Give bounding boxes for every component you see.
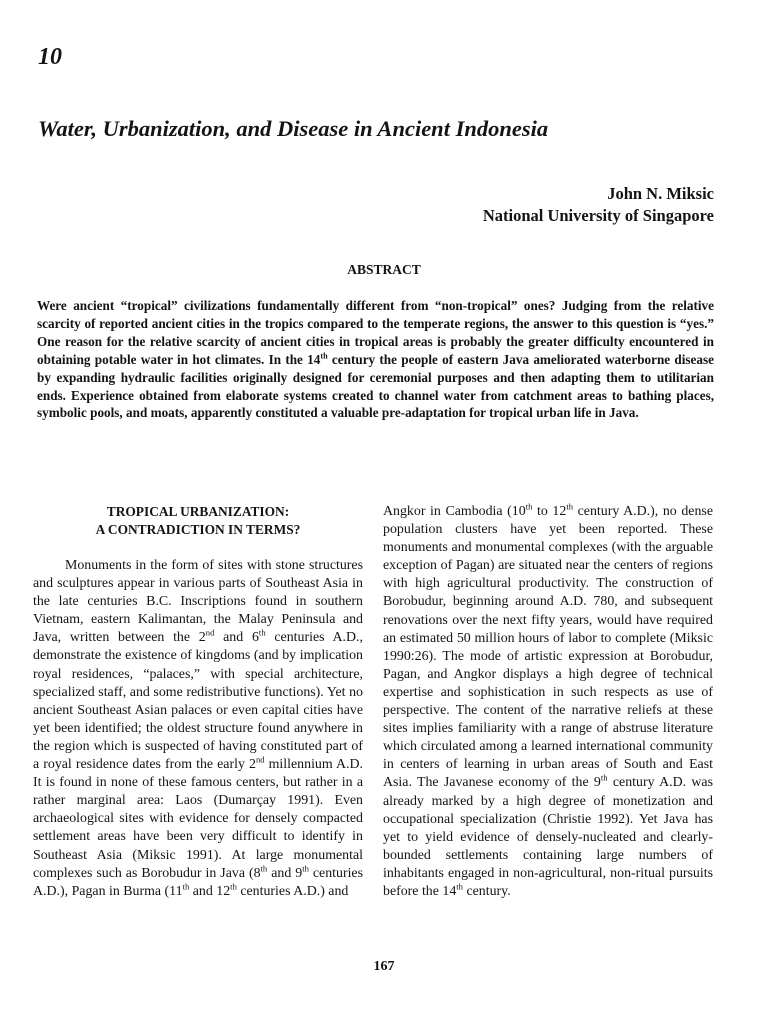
abstract-text-part: Were ancient “tropical” civilizations fundamentally different from “non-tropical” ones? Judging from the relative scarcity of reported ancient cities in the tropics compared to the temperate regions, the answer to this question is “yes.” One reason for the relative scarcity of ancient cities in tropical areas is probably the greater difficulty encountered in obtaining potable water in hot climates. In the 14 [37, 298, 714, 367]
chapter-number: 10 [38, 44, 62, 70]
text-run: millennium A.D. It is found in none of these famous centers, but rather in a rather marginal area: Laos (Dumarçay 1991). Even archaeological sites with evidence for densely compacted settlement areas have been very difficult to identify in Southeast Asia (Miksic 1991). At large monumental complexes such as Borobudur in Java (8 [33, 757, 363, 881]
superscript: th [456, 881, 463, 892]
author-name: John N. Miksic [607, 184, 714, 203]
text-run: to 12 [532, 504, 567, 519]
abstract-body [37, 297, 714, 422]
abstract-text-part: century the people of eastern Java ameliorated waterborne disease by expanding hydraulic facilities originally designed for ceremonial purposes and then adapting them to utilitarian ends. Experience obtained from elaborate systems created to channel water from catchment areas to bathing places, symbolic pools, and moats, apparently constituted a valuable pre-adaptation for tropical urban life in Java. [37, 351, 714, 421]
superscript: th [230, 881, 237, 892]
body-paragraph-continued [383, 503, 713, 901]
author-block [483, 183, 714, 227]
text-run: centuries A.D.) and [236, 883, 349, 899]
body-paragraph [33, 557, 363, 901]
superscript: nd [255, 754, 265, 765]
text-run: century. [462, 883, 511, 899]
superscript: th [600, 772, 608, 783]
section-heading-line: TROPICAL URBANIZATION: [106, 504, 290, 519]
text-run: and 6 [214, 630, 259, 646]
superscript: th [182, 881, 190, 892]
superscript: th [258, 627, 266, 638]
text-run: and 12 [189, 883, 231, 899]
text-run: and 9 [267, 865, 303, 881]
superscript: th [260, 862, 268, 873]
text-run: centuries A.D., demonstrate the existence of kingdoms (and by implication royal residences, “palaces,” with special architecture, specialized staff, and some redistributive functions). Yet no ancient Southeast Asian palaces or even capital cities have yet been identified; the oldest structure found anywhere in the region which is suspected of having constituted part of a royal residence dates from the early 2 [33, 630, 364, 773]
text-run: centuries A.D.), Pagan in Burma (11 [33, 865, 364, 899]
text-run: century A.D. was already marked by a high degree of monetization and occupational specialization (Christie 1992). Yet Java has yet to yield evidence of densely-nucleated and clearly-bounded settlements containing large numbers of inhabitants engaged in non-agricultural, non-ritual pursuits before the 14 [383, 775, 713, 899]
superscript: th [525, 501, 533, 512]
chapter-title: Water, Urbanization, and Disease in Ancient Indonesia [38, 116, 549, 141]
author-affiliation: National University of Singapore [482, 206, 714, 225]
text-run: Angkor in Cambodia (10 [383, 504, 526, 519]
superscript: th [302, 862, 309, 873]
text-run: century A.D.), no dense population clusters have yet been reported. These monuments and monumental complexes (with the arguable exception of Pagan) are situated near the centers of regions with high agricultural productivity. The construction of Borobudur, beginning around A.D. 780, and subsequent renovations over the next fifty years, would have required an estimated 50 million hours of labor to complete (Miksic 1990:26). The mode of artistic expression at Borobudur, Pagan, and Angkor displays a high degree of technical expertise and sophistication in such respects as use of perspective. The content of the narrative reliefs at these sites implies familiarity with a range of abstruse literature which circulated among a learned international community in centers of learning in urban areas of South and East Asia. The Javanese economy of the 9 [383, 504, 713, 791]
abstract-superscript: th [320, 351, 328, 361]
section-heading-line: A CONTRADICTION IN TERMS? [95, 522, 301, 537]
superscript: th [566, 501, 574, 512]
section-heading [33, 503, 363, 539]
superscript: nd [205, 627, 215, 638]
right-column [383, 503, 713, 901]
page-number: 167 [373, 959, 395, 974]
left-column [33, 503, 363, 901]
text-run: Monuments in the form of sites with stone structures and sculptures appear in various parts of Southeast Asia in the late centuries B.C. Inscriptions found in southern Vietnam, eastern Kalimantan, the Malay Peninsula and Java, written between the 2 [33, 558, 363, 646]
abstract-heading: ABSTRACT [347, 262, 421, 277]
